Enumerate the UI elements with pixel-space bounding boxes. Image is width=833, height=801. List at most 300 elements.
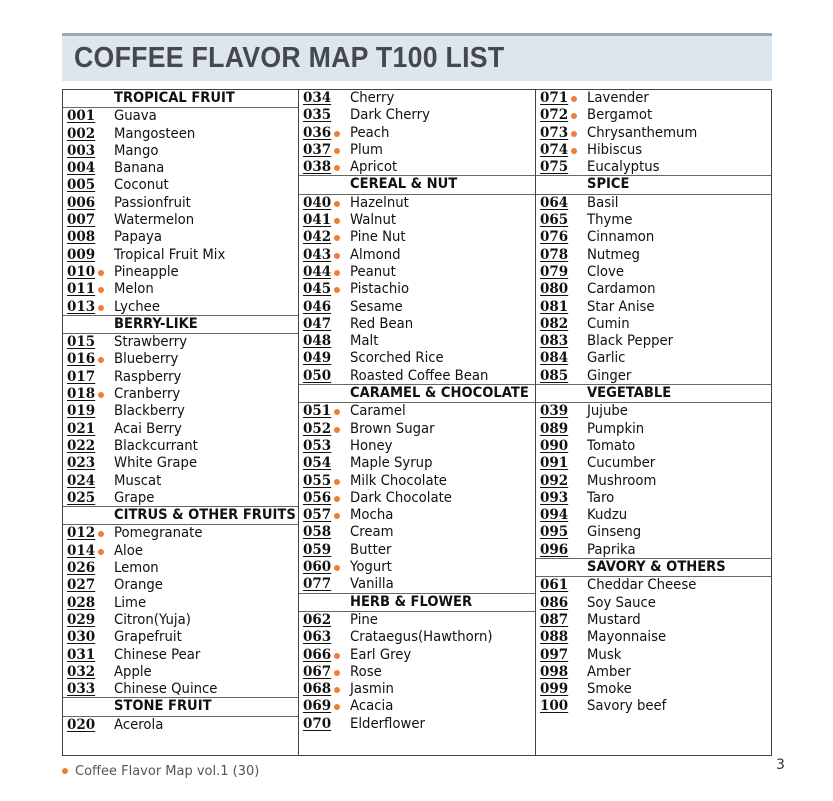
section-header [63,506,298,525]
flavor-item [299,664,535,681]
flavor-item [63,386,298,403]
flavor-item [299,421,535,438]
flavor-code: 047 [303,315,332,332]
flavor-item [536,281,771,298]
flavor-item [63,664,298,681]
flavor-item [63,577,298,594]
flavor-name: Basil [587,194,619,211]
flavor-code: 035 [303,107,332,124]
flavor-code: 082 [540,315,569,332]
flavor-name: Almond [350,246,401,263]
flavor-code: 077 [303,576,332,593]
flavor-item [536,612,771,629]
flavor-item [63,229,298,246]
orange-dot-icon [571,113,577,119]
flavor-item [63,455,298,472]
flavor-name: Passionfruit [114,194,191,211]
flavor-column-1 [63,90,299,755]
flavor-name: Brown Sugar [350,420,435,437]
legend-dot-icon [62,768,68,774]
orange-dot-icon [334,148,340,154]
flavor-name: Walnut [350,212,397,229]
flavor-item [299,490,535,507]
flavor-item [299,524,535,541]
flavor-name: Pine Nut [350,229,406,246]
flavor-item [536,316,771,333]
flavor-name: Paprika [587,541,636,558]
orange-dot-icon [334,131,340,137]
flavor-item [299,542,535,559]
flavor-name: Dark Chocolate [350,489,452,506]
flavor-code: 059 [303,541,332,558]
flavor-name: Milk Chocolate [350,472,447,489]
flavor-item [536,159,771,176]
orange-dot-icon [571,148,577,154]
flavor-item [536,403,771,420]
flavor-name: Rose [350,663,382,680]
flavor-code: 055 [303,472,332,489]
flavor-name: Plum [350,141,383,158]
flavor-name: Malt [350,333,379,350]
flavor-item [536,455,771,472]
flavor-name: Clove [587,263,625,280]
section-title: HERB & FLOWER [350,593,473,610]
flavor-name: Pineapple [114,263,179,280]
flavor-item [63,629,298,646]
flavor-name: Earl Grey [350,646,412,663]
flavor-code: 039 [540,403,569,420]
flavor-name: Ginger [587,367,632,384]
flavor-code: 074 [540,141,569,158]
flavor-item [63,595,298,612]
orange-dot-icon [334,496,340,502]
orange-dot-icon [334,253,340,259]
flavor-item [299,559,535,576]
orange-dot-icon [98,392,104,398]
flavor-name: Honey [350,437,393,454]
flavor-item [536,125,771,142]
flavor-name: Citron(Yuja) [114,611,191,628]
flavor-name: Cherry [350,90,395,106]
flavor-name: Nutmeg [587,246,640,263]
flavor-item [536,647,771,664]
flavor-code: 096 [540,541,569,558]
flavor-item [299,142,535,159]
flavor-item [63,160,298,177]
flavor-name: Maple Syrup [350,455,433,472]
flavor-item [536,350,771,367]
flavor-name: Scorched Rice [350,350,444,367]
section-title: CARAMEL & CHOCOLATE [350,385,529,402]
flavor-name: Vanilla [350,576,394,593]
flavor-code: 020 [67,716,96,733]
flavor-code: 076 [540,229,569,246]
flavor-item [299,125,535,142]
flavor-item [299,698,535,715]
flavor-item [536,595,771,612]
flavor-code: 011 [67,281,96,298]
flavor-name: Acai Berry [114,420,182,437]
flavor-code: 030 [67,629,96,646]
flavor-code: 057 [303,507,332,524]
flavor-name: Chinese Quince [114,681,218,698]
flavor-item [536,698,771,715]
flavor-name: Pistachio [350,281,410,298]
flavor-name: Taro [587,489,615,506]
orange-dot-icon [334,565,340,571]
section-title: CITRUS & OTHER FRUITS [114,507,296,524]
flavor-item [299,90,535,107]
flavor-column-3 [536,90,771,755]
flavor-code: 008 [67,229,96,246]
flavor-name: Acacia [350,698,394,715]
flavor-name: Hazelnut [350,194,409,211]
flavor-item [63,490,298,507]
flavor-name: Elderflower [350,715,425,732]
flavor-item [536,264,771,281]
flavor-item [536,473,771,490]
flavor-item [299,281,535,298]
flavor-code: 005 [67,177,96,194]
flavor-item [63,681,298,698]
flavor-code: 045 [303,281,332,298]
section-header [63,315,298,334]
orange-dot-icon [334,687,340,693]
flavor-item [63,403,298,420]
flavor-item [63,369,298,386]
flavor-item [536,212,771,229]
orange-dot-icon [98,549,104,555]
flavor-item [299,247,535,264]
flavor-name: Melon [114,281,154,298]
flavor-item [63,525,298,542]
flavor-item [299,159,535,176]
flavor-name: Pine [350,611,378,628]
flavor-item [536,299,771,316]
flavor-item [63,247,298,264]
flavor-item [299,195,535,212]
flavor-code: 097 [540,646,569,663]
flavor-code: 080 [540,281,569,298]
flavor-name: Chinese Pear [114,646,201,663]
flavor-code: 083 [540,333,569,350]
flavor-item [299,647,535,664]
flavor-item [536,107,771,124]
flavor-item [536,681,771,698]
flavor-name: Watermelon [114,212,195,229]
flavor-name: Orange [114,577,163,594]
flavor-code: 063 [303,629,332,646]
flavor-item [63,126,298,143]
flavor-item [536,229,771,246]
orange-dot-icon [334,165,340,171]
flavor-name: Savory beef [587,698,667,715]
orange-dot-icon [98,270,104,276]
flavor-item [536,524,771,541]
flavor-code: 018 [67,386,96,403]
flavor-name: Soy Sauce [587,594,656,611]
flavor-code: 017 [67,368,96,385]
flavor-name: Lime [114,594,147,611]
flavor-code: 014 [67,542,96,559]
orange-dot-icon [98,357,104,363]
flavor-code: 068 [303,681,332,698]
flavor-name: Ginseng [587,524,642,541]
flavor-code: 007 [67,212,96,229]
flavor-name: Blueberry [114,351,179,368]
flavor-item [536,577,771,594]
footer-note-text: Coffee Flavor Map vol.1 (30) [75,764,260,779]
section-header [299,175,535,194]
flavor-name: Tomato [587,437,636,454]
flavor-item [536,542,771,559]
section-header [536,558,771,577]
flavor-name: Mushroom [587,472,657,489]
flavor-code: 073 [540,124,569,141]
flavor-code: 024 [67,472,96,489]
flavor-code: 049 [303,350,332,367]
flavor-code: 085 [540,367,569,384]
flavor-item [63,438,298,455]
flavor-name: Grapefruit [114,629,182,646]
flavor-name: Pumpkin [587,420,645,437]
section-header [536,175,771,194]
flavor-code: 089 [540,420,569,437]
flavor-code: 015 [67,334,96,351]
flavor-name: Raspberry [114,368,182,385]
flavor-code: 027 [67,577,96,594]
flavor-code: 058 [303,524,332,541]
flavor-item [536,629,771,646]
flavor-code: 052 [303,420,332,437]
section-header [63,697,298,716]
flavor-item [63,264,298,281]
flavor-code: 064 [540,194,569,211]
flavor-item [536,368,771,385]
flavor-code: 042 [303,229,332,246]
section-header [536,384,771,403]
orange-dot-icon [334,427,340,433]
flavor-code: 046 [303,298,332,315]
flavor-code: 019 [67,403,96,420]
flavor-name: Cucumber [587,455,656,472]
orange-dot-icon [334,479,340,485]
flavor-item [299,350,535,367]
flavor-code: 061 [540,577,569,594]
flavor-name: Roasted Coffee Bean [350,367,489,384]
orange-dot-icon [334,270,340,276]
flavor-code: 028 [67,594,96,611]
flavor-name: Smoke [587,681,632,698]
flavor-code: 072 [540,107,569,124]
flavor-name: Caramel [350,403,406,420]
orange-dot-icon [334,653,340,659]
flavor-name: Crataegus(Hawthorn) [350,629,493,646]
flavor-name: Cinnamon [587,229,655,246]
flavor-item [536,421,771,438]
flavor-name: Peach [350,124,390,141]
flavor-table [62,89,772,756]
flavor-item [299,629,535,646]
flavor-code: 002 [67,125,96,142]
flavor-code: 025 [67,489,96,506]
flavor-code: 090 [540,437,569,454]
section-header [299,384,535,403]
flavor-item [299,473,535,490]
flavor-name: Black Pepper [587,333,674,350]
flavor-code: 001 [67,108,96,125]
flavor-name: Chrysanthemum [587,124,698,141]
flavor-name: Guava [114,108,157,125]
flavor-code: 091 [540,455,569,472]
flavor-item [63,281,298,298]
flavor-name: Red Bean [350,315,414,332]
flavor-code: 051 [303,403,332,420]
flavor-item [536,195,771,212]
flavor-name: Blackberry [114,403,185,420]
flavor-code: 086 [540,594,569,611]
flavor-code: 031 [67,646,96,663]
flavor-item [63,299,298,316]
flavor-name: Cream [350,524,394,541]
flavor-code: 029 [67,611,96,628]
flavor-name: Pomegranate [114,525,203,542]
flavor-item [63,717,298,734]
flavor-code: 088 [540,629,569,646]
flavor-code: 023 [67,455,96,472]
flavor-name: Jasmin [350,681,394,698]
section-title: VEGETABLE [587,385,672,402]
section-title: CEREAL & NUT [350,176,458,193]
flavor-name: Muscat [114,472,162,489]
flavor-code: 012 [67,525,96,542]
flavor-item [299,716,535,733]
flavor-code: 053 [303,437,332,454]
flavor-item [536,490,771,507]
section-title: SAVORY & OTHERS [587,559,726,576]
flavor-code: 065 [540,212,569,229]
flavor-item [63,351,298,368]
flavor-name: Musk [587,646,622,663]
flavor-item [299,681,535,698]
flavor-item [63,473,298,490]
flavor-code: 010 [67,263,96,280]
flavor-code: 092 [540,472,569,489]
flavor-name: Thyme [587,212,633,229]
flavor-item [63,334,298,351]
flavor-code: 013 [67,298,96,315]
flavor-name: Lemon [114,560,159,577]
section-title: STONE FRUIT [114,698,212,715]
flavor-code: 006 [67,194,96,211]
flavor-name: Tropical Fruit Mix [114,246,226,263]
flavor-item [63,421,298,438]
flavor-name: Sesame [350,298,403,315]
flavor-name: Butter [350,541,392,558]
flavor-code: 043 [303,246,332,263]
flavor-code: 050 [303,367,332,384]
flavor-code: 099 [540,681,569,698]
flavor-item [299,212,535,229]
flavor-name: Lavender [587,90,649,106]
flavor-name: Bergamot [587,107,653,124]
flavor-item [63,543,298,560]
flavor-name: Banana [114,160,165,177]
orange-dot-icon [571,131,577,137]
flavor-item [299,403,535,420]
flavor-code: 021 [67,420,96,437]
flavor-item [536,664,771,681]
flavor-name: Aloe [114,542,143,559]
flavor-item [63,560,298,577]
flavor-code: 041 [303,212,332,229]
flavor-code: 016 [67,351,96,368]
orange-dot-icon [334,513,340,519]
section-header [299,593,535,612]
flavor-item [536,507,771,524]
orange-dot-icon [334,704,340,710]
flavor-code: 084 [540,350,569,367]
flavor-name: Mayonnaise [587,629,667,646]
flavor-code: 060 [303,559,332,576]
flavor-code: 037 [303,141,332,158]
flavor-item [299,299,535,316]
flavor-item [63,612,298,629]
flavor-item [63,108,298,125]
flavor-code: 054 [303,455,332,472]
section-title: BERRY-LIKE [114,315,198,332]
flavor-name: Cheddar Cheese [587,577,697,594]
footer-note [62,764,259,779]
flavor-name: Apricot [350,159,398,176]
flavor-name: Lychee [114,298,160,315]
orange-dot-icon [334,218,340,224]
flavor-code: 040 [303,194,332,211]
flavor-name: Hibiscus [587,141,643,158]
flavor-name: Peanut [350,263,396,280]
flavor-item [536,438,771,455]
flavor-code: 070 [303,715,332,732]
flavor-item [299,264,535,281]
flavor-item [536,247,771,264]
flavor-name: Grape [114,489,155,506]
flavor-name: Acerola [114,716,164,733]
page-title: COFFEE FLAVOR MAP T100 LIST [74,42,505,74]
flavor-item [299,438,535,455]
flavor-name: Coconut [114,177,169,194]
flavor-name: Eucalyptus [587,159,660,176]
orange-dot-icon [571,96,577,102]
flavor-name: Cumin [587,315,630,332]
flavor-code: 093 [540,489,569,506]
flavor-item [299,368,535,385]
section-title: TROPICAL FRUIT [114,90,235,106]
section-title: SPICE [587,176,630,193]
section-header [63,90,298,108]
flavor-code: 009 [67,246,96,263]
flavor-name: Cardamon [587,281,656,298]
flavor-name: Amber [587,663,631,680]
flavor-name: Dark Cherry [350,107,430,124]
flavor-name: Jujube [587,403,628,420]
flavor-code: 087 [540,611,569,628]
flavor-item [299,333,535,350]
flavor-item [63,143,298,160]
flavor-name: Star Anise [587,298,655,315]
flavor-item [63,212,298,229]
flavor-code: 048 [303,333,332,350]
flavor-code: 071 [540,90,569,106]
